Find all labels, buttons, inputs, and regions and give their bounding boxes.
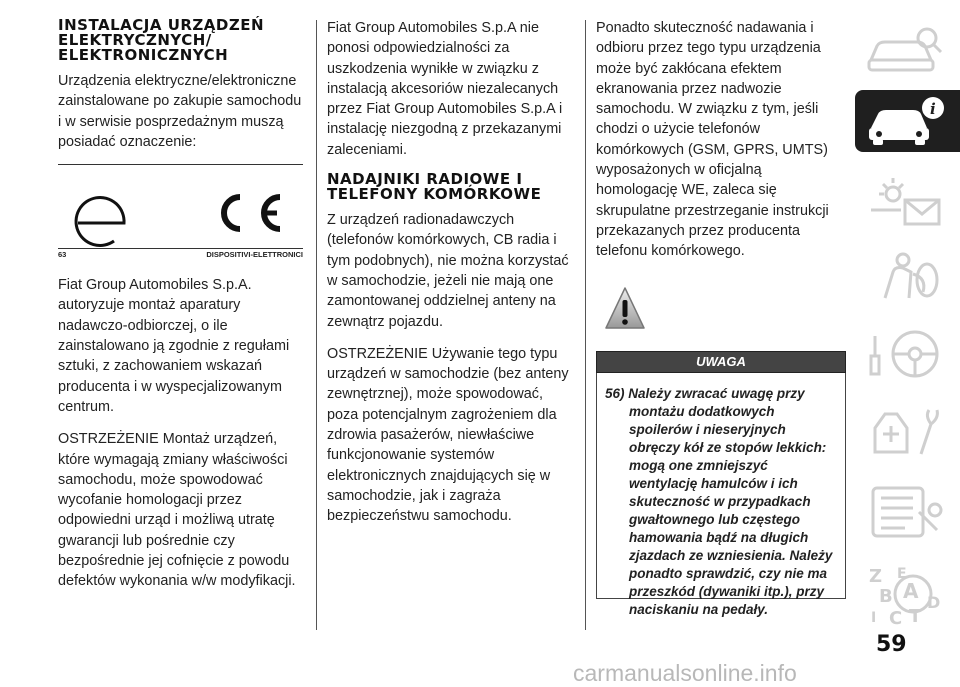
index-icon: [865, 558, 949, 628]
warning-box: [596, 373, 846, 617]
svg-text:E: E: [897, 566, 907, 582]
paragraph: Z urządzeń radionadawczych (telefonów komórkowych, CB radia i tym podobnych), nie można korzystać w samochodzie, jeżeli nie mają one zamontowanej oddzielnej anteny na zewnątrz pojazdu.: [327, 212, 569, 330]
tab-car-info[interactable]: [855, 90, 960, 152]
section-heading: NADAJNIKI RADIOWE I TELEFONY KOMÓRKOWE: [327, 170, 542, 204]
e-mark-icon: [76, 198, 124, 246]
warning-triangle-icon: [604, 286, 646, 332]
ce-mark-icon: [224, 197, 280, 229]
column-3: [596, 18, 846, 617]
figure-caption: [58, 248, 303, 261]
svg-text:C: C: [889, 608, 903, 628]
svg-text:T: T: [909, 606, 922, 627]
figure-number: 63: [58, 250, 67, 260]
page-number: 59: [876, 632, 907, 657]
warning-text: 56) Należy zwracać uwagę przy montażu dodatkowych spoilerów i nieseryjnych obręczy kół ze stopów lekkich: mogą one zmniejszyć wentylację hamulców i ich skuteczność w przypadkach gwałtownego lub częstego hamowania bądź na długich zjazdach ze wzniesienia. Należy ponadto sprawdzić, czy nie ma przeszkód (dywaniki itp.), przy naciskaniu na pedały.: [605, 385, 833, 617]
tab-safety[interactable]: [855, 244, 960, 306]
car-info-icon: [865, 96, 949, 146]
paragraph: Fiat Group Automobiles S.p.A nie ponosi odpowiedzialności za uszkodzenia wynikłe w związku z instalacją akcesoriów niezalecanych przez Fiat Group Automobiles S.p.A i instalację niezgodną z przekazanymi zaleceniami.: [327, 20, 563, 158]
e-mark-and-ce-mark-illustration: [58, 165, 303, 249]
marking-figure: [58, 164, 303, 261]
svg-text:A: A: [903, 579, 919, 603]
figure-code: DISPOSITIVI-ELETTRONICI: [206, 250, 303, 260]
svg-text:i: i: [930, 100, 936, 118]
tab-car-overview[interactable]: [855, 20, 960, 82]
tab-warning-lights[interactable]: [855, 168, 960, 230]
paragraph: OSTRZEŻENIE Używanie tego typu urządzeń w samochodzie (bez anteny zewnętrznej), może spowodować, poza potencjalnym zagrożeniem dla zdrowia pasażerów, niewłaściwe funkcjonowanie systemów elektronicznych znajdujących się w samochodzie, jak i zagraża bezpieczeństwu samochodu.: [327, 345, 569, 525]
paragraph: OSTRZEŻENIE Montaż urządzeń, które wymagają zmiany właściwości samochodu, może spowodować wycofanie homologacji przez odpowiedni urząd i możliwą utratę gwarancji lub pośrednie czy bezpośrednie jej cofnięcie z powodu defektów wykonania w/w modyfikacji.: [58, 431, 296, 590]
tab-starting-driving[interactable]: [855, 320, 960, 382]
column-1: [58, 18, 303, 604]
intro-paragraph: Urządzenia elektryczne/elektroniczne zainstalowane po zakupie samochodu i w serwisie posprzedażnym muszą posiadać oznaczenie:: [58, 73, 302, 150]
section-heading: INSTALACJA URZĄDZEŃ ELEKTRYCZNYCH/ ELEKTRONICZNYCH: [58, 16, 265, 64]
paragraph: Ponadto skuteczność nadawania i odbioru przez tego typu urządzenia może być zakłócana efektem ekranowania przez nadwozie samochodu. W związku z tym, jeśli chodzi o użycie telefonów komórkowych (GSM, GPRS, UMTS) wyposażonych w oficjalną homologację WE, zaleca się skrupulatne przestrzeganie instrukcji przekazanych przez producenta telefonu komórkowego.: [596, 20, 829, 260]
svg-text:D: D: [927, 593, 941, 612]
column-2: [327, 18, 577, 539]
starting-driving-icon: [865, 326, 949, 384]
car-overview-icon: [865, 26, 949, 76]
svg-text:Z: Z: [869, 566, 883, 587]
tab-emergency[interactable]: [855, 398, 960, 460]
warning-label: UWAGA: [596, 351, 846, 373]
svg-text:B: B: [879, 586, 893, 607]
tab-maintenance[interactable]: [855, 476, 960, 538]
column-divider: [585, 20, 586, 630]
svg-text:I: I: [871, 610, 877, 626]
watermark: carmanualsonline.info: [573, 660, 797, 686]
safety-airbag-icon: [865, 250, 949, 308]
tab-index[interactable]: [855, 552, 960, 628]
emergency-icon: [865, 404, 949, 462]
maintenance-icon: [865, 482, 949, 540]
paragraph: Fiat Group Automobiles S.p.A. autoryzuje montaż aparatury nadawczo-odbiorczej, o ile zainstalowano ją zgodnie z regułami sztuki, z zachowaniem wskazań producenta i w wyspecjalizowanym centrum.: [58, 277, 290, 415]
column-divider: [316, 20, 317, 630]
warning-lights-icon: [865, 174, 949, 232]
